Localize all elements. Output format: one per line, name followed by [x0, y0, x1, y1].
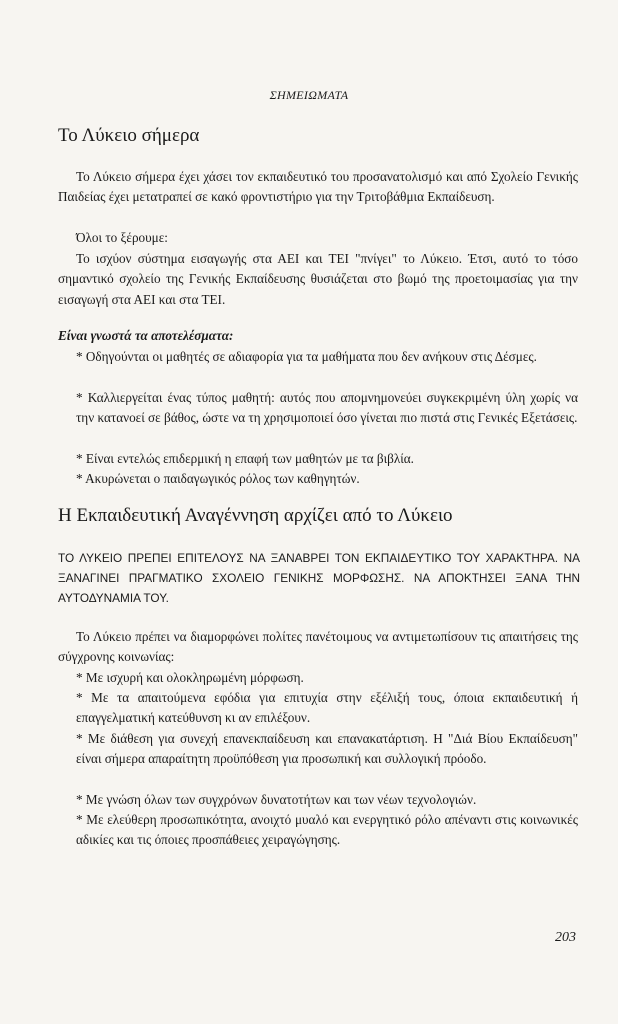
paragraph: Το ισχύον σύστημα εισαγωγής στα ΑΕΙ και ΤΕΙ "πνίγει" το Λύκειο. Έτσι, αυτό το τόσο σημαντικό σχολείο της Γενικής Εκπαίδευσης θυσιάζεται στο βωμό της προετοιμασίας για την εισαγωγή στα ΑΕΙ και στα ΤΕΙ. [58, 251, 578, 307]
list-item: * Με τα απαιτούμενα εφόδια για επιτυχία στην εξέλιξή τους, όποια εκπαιδευτική ή επαγγελματική κατεύθυνση κι αν επιλέξουν. [76, 690, 578, 726]
section-title-educational-renaissance: Η Εκπαιδευτική Αναγέννηση αρχίζει από το Λύκειο [58, 505, 453, 526]
paragraph: Όλοι το ξέρουμε: [76, 230, 168, 245]
list-item: * Οδηγούνται οι μαθητές σε αδιαφορία για τα μαθήματα που δεν ανήκουν στις Δέσμες. [76, 349, 537, 364]
caps-statement: ΤΟ ΛΥΚΕΙΟ ΠΡΕΠΕΙ ΕΠΙΤΕΛΟΥΣ ΝΑ ΞΑΝΑΒΡΕΙ ΤΟΝ ΕΚΠΑΙΔΕΥΤΙΚΟ ΤΟΥ ΧΑΡΑΚΤΗΡΑ. ΝΑ ΞΑΝΑΓΙΝΕΙ ΠΡΑΓΜΑΤΙΚΟ ΣΧΟΛΕΙΟ ΓΕΝΙΚΗΣ ΜΟΡΦΩΣΗΣ. ΝΑ ΑΠΟΚΤΗΣΕΙ ΞΑΝΑ ΤΗΝ ΑΥΤΟΔΥΝΑΜΙΑ ΤΟΥ. [58, 551, 580, 605]
list-item: * Με ισχυρή και ολοκληρωμένη μόρφωση. [76, 670, 304, 685]
list-item: * Είναι εντελώς επιδερμική η επαφή των μαθητών με τα βιβλία. [76, 451, 414, 466]
list-item: * Με ελεύθερη προσωπικότητα, ανοιχτό μυαλό και ενεργητικό ρόλο απέναντι στις κοινωνικές αδικίες και τις όποιες προσπάθειες χειραγώγησης. [76, 812, 578, 848]
section-title-lyceum-today: Το Λύκειο σήμερα [58, 125, 200, 146]
list-item: * Με διάθεση για συνεχή επανεκπαίδευση και επανακατάρτιση. Η "Διά Βίου Εκπαίδευση" είναι σήμερα απαραίτητη προϋπόθεση για προσωπική και συλλογική πρόοδο. [76, 731, 578, 767]
paragraph: Το Λύκειο σήμερα έχει χάσει τον εκπαιδευτικό του προσανατολισμό και από Σχολείο Γενικής Παιδείας έχει μετατραπεί σε κακό φροντιστήριο για την Τριτοβάθμια Εκπαίδευση. [58, 169, 578, 205]
list-item: * Καλλιεργείται ένας τύπος μαθητή: αυτός που απομνημονεύει συγκεκριμένη ύλη χωρίς να την κατανοεί σε βάθος, ώστε να τη χρησιμοποιεί όσο γίνεται πιο πιστά στις Γενικές Εξετάσεις. [76, 390, 578, 426]
list-item: * Με γνώση όλων των συγχρόνων δυνατοτήτων και των νέων τεχνολογιών. [76, 792, 477, 807]
page-number: 203 [555, 930, 576, 945]
paragraph: Το Λύκειο πρέπει να διαμορφώνει πολίτες πανέτοιμους να αντιμετωπίσουν τις απαιτήσεις της σύγχρονης κοινωνίας: [58, 629, 578, 665]
running-head: ΣΗΜΕΙΩΜΑΤΑ [269, 88, 349, 102]
results-heading: Είναι γνωστά τα αποτελέσματα: [58, 328, 234, 343]
list-item: * Ακυρώνεται ο παιδαγωγικός ρόλος των καθηγητών. [76, 471, 360, 486]
